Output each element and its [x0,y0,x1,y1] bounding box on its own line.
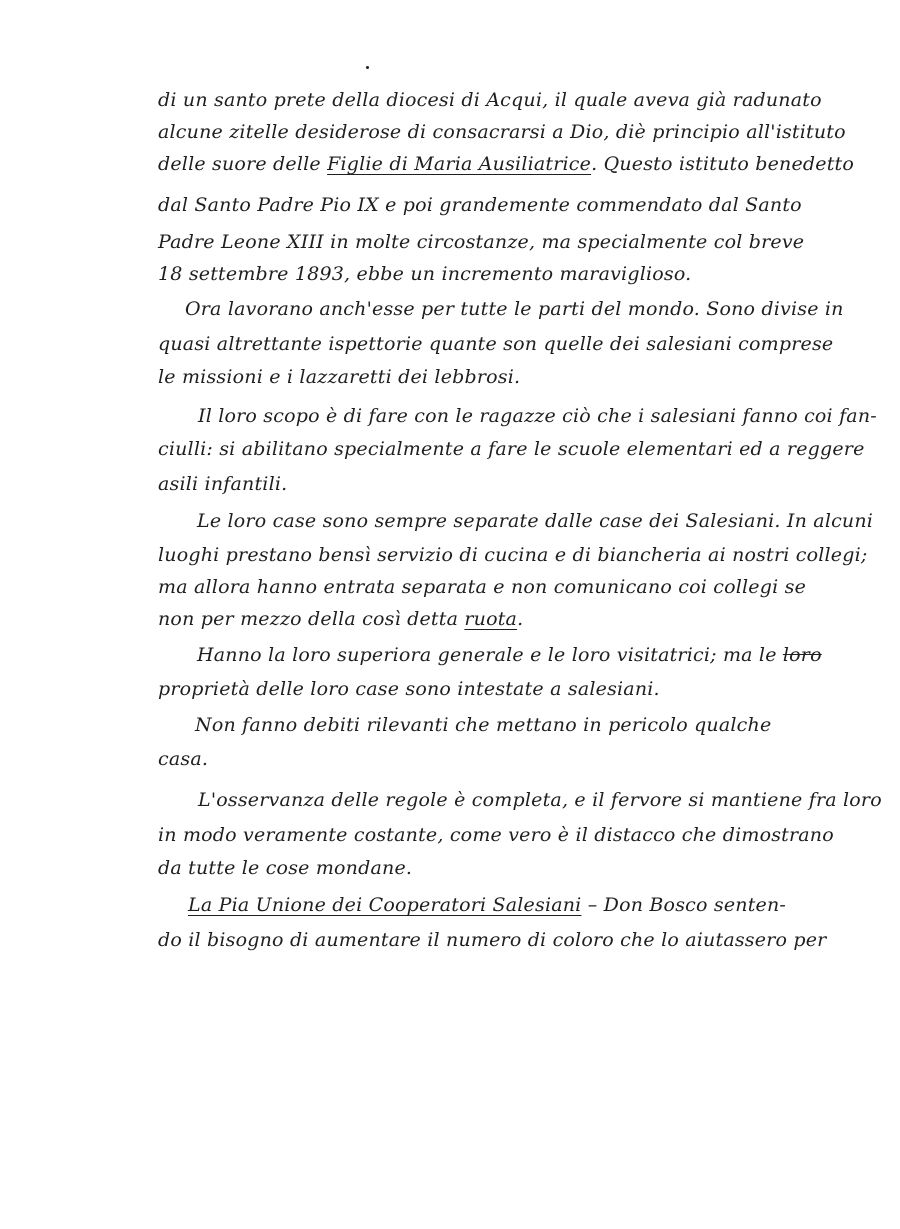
text-line-15: ma allora hanno entrata separata e non comunicano coi collegi se [158,576,807,598]
text-line-6: 18 settembre 1893, ebbe un incremento maraviglioso. [158,263,692,285]
ink-dot [366,66,369,69]
text-segment: delle suore delle [158,153,328,175]
text-line-13: Le loro case sono sempre separate dalle case dei Salesiani. In alcuni [197,510,874,532]
text-segment: – Don Bosco senten- [581,894,787,916]
text-line-25: do il bisogno di aumentare il numero di coloro che lo aiutassero per [158,929,827,951]
struck-word: loro [782,644,822,666]
text-segment: . [517,608,524,630]
text-line-23: da tutte le cose mondane. [158,857,413,879]
text-line-19: Non fanno debiti rilevanti che mettano in pericolo qualche [195,714,772,736]
text-line-2: alcune zitelle desiderose di consacrarsi a Dio, diè principio all'istituto [158,121,846,143]
text-line-21: L'osservanza delle regole è completa, e il fervore si mantiene fra loro [198,789,882,811]
text-line-11: ciulli: si abilitano specialmente a fare le scuole elementari ed a reggere [158,438,865,460]
text-line-5: Padre Leone XIII in molte circostanze, ma specialmente col breve [158,231,805,253]
section-heading: La Pia Unione dei Cooperatori Salesiani [188,894,582,916]
text-segment: . Questo istituto benedetto [591,153,855,175]
text-line-1: di un santo prete della diocesi di Acqui, il quale aveva già radunato [158,89,822,111]
text-line-4: dal Santo Padre Pio IX e poi grandemente commendato dal Santo [158,194,802,216]
text-line-16 [158,607,523,631]
text-line-24 [188,893,786,917]
text-line-9: le missioni e i lazzaretti dei lebbrosi. [158,366,521,388]
text-line-8: quasi altrettante ispettorie quante son quelle dei salesiani comprese [158,333,834,355]
underlined-title: Figlie di Maria Ausiliatrice [327,153,592,175]
text-line-10: Il loro scopo è di fare con le ragazze ciò che i salesiani fanno coi fan- [198,405,877,427]
text-line-22: in modo veramente costante, come vero è il distacco che dimostrano [158,824,834,846]
text-line-17 [197,643,822,667]
text-segment: Hanno la loro superiora generale e le loro visitatrici; ma le [197,644,783,666]
text-line-3 [158,152,854,176]
underlined-word: ruota [464,608,518,630]
text-line-20: casa. [158,748,209,770]
text-line-14: luoghi prestano bensì servizio di cucina e di biancheria ai nostri collegi; [158,544,868,566]
text-line-7: Ora lavorano anch'esse per tutte le parti del mondo. Sono divise in [185,298,844,320]
text-line-18: proprietà delle loro case sono intestate a salesiani. [158,678,660,700]
text-segment: non per mezzo della così detta [158,608,465,630]
text-line-12: asili infantili. [158,473,288,495]
